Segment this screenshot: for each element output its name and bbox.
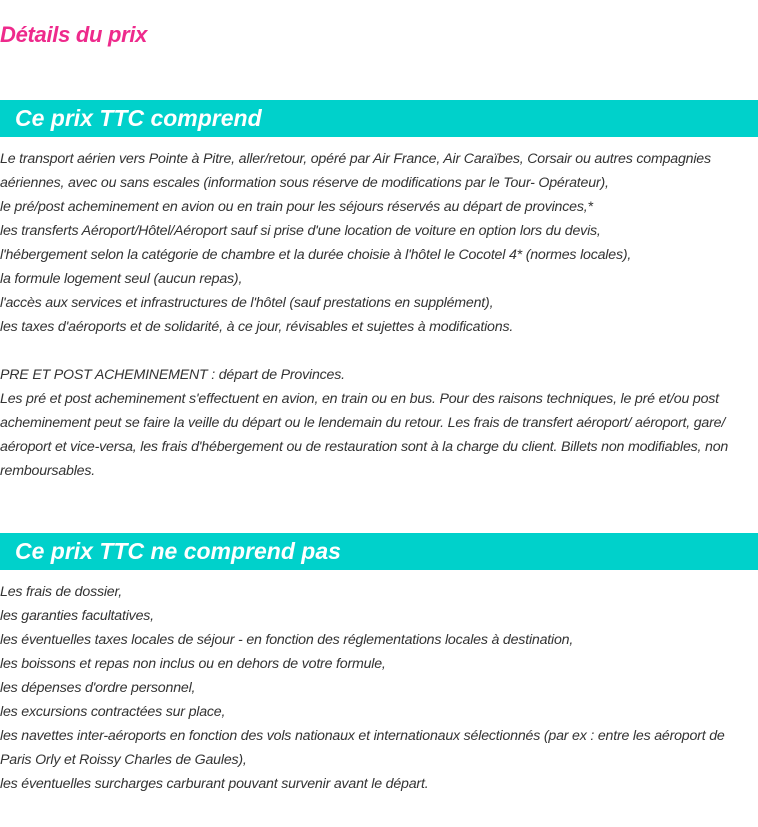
included-item: la formule logement seul (aucun repas), [0, 271, 243, 287]
excluded-item: les garanties facultatives, [0, 608, 154, 624]
included-item: l'hébergement selon la catégorie de chambre et la durée choisie à l'hôtel le Cocotel 4* (normes locales), [0, 247, 632, 263]
excluded-item: les boissons et repas non inclus ou en dehors de votre formule, [0, 656, 386, 672]
excluded-item: les éventuelles taxes locales de séjour - en fonction des réglementations locales à destination, [0, 632, 574, 648]
spacer [0, 339, 758, 363]
included-item: les transferts Aéroport/Hôtel/Aéroport sauf si prise d'une location de voiture en option lors du devis, [0, 223, 601, 239]
included-item: les taxes d'aéroports et de solidarité, à ce jour, révisables et sujettes à modifications. [0, 319, 514, 335]
excluded-item: Les frais de dossier, [0, 584, 122, 600]
pre-post-text: Les pré et post acheminement s'effectuent en avion, en train ou en bus. Pour des raisons techniques, le pré et/ou post acheminement peut se faire la veille du départ ou le lendemain du retour. Les frais de transfert aéroport/ aéroport, gare/ aéroport et vice-versa, les frais d'hébergement ou de restauration sont à la charge du client. Billets non modifiables, non remboursables. [0, 391, 729, 479]
included-section-body [0, 147, 758, 483]
excluded-item: les navettes inter-aéroports en fonction des vols nationaux et internationaux sélectionnés (par ex : entre les aéroport de Paris Orly et Roissy Charles de Gaules), [0, 728, 725, 768]
excluded-item: les éventuelles surcharges carburant pouvant survenir avant le départ. [0, 776, 429, 792]
excluded-item: les excursions contractées sur place, [0, 704, 226, 720]
pre-post-title: PRE ET POST ACHEMINEMENT : départ de Provinces. [0, 367, 345, 383]
included-item: l'accès aux services et infrastructures de l'hôtel (sauf prestations en supplément), [0, 295, 494, 311]
included-section-header: Ce prix TTC comprend [0, 100, 758, 137]
included-item: Le transport aérien vers Pointe à Pitre, aller/retour, opéré par Air France, Air Caraïbes, Corsair ou autres compagnies aériennes, avec ou sans escales (information sous réserve de modifications par le Tour- Opérateur), [0, 151, 711, 191]
excluded-item: les dépenses d'ordre personnel, [0, 680, 196, 696]
excluded-section-body [0, 580, 758, 796]
included-item: le pré/post acheminement en avion ou en train pour les séjours réservés au départ de provinces,* [0, 199, 593, 215]
excluded-section-header: Ce prix TTC ne comprend pas [0, 533, 758, 570]
page-title: Détails du prix [0, 22, 148, 47]
